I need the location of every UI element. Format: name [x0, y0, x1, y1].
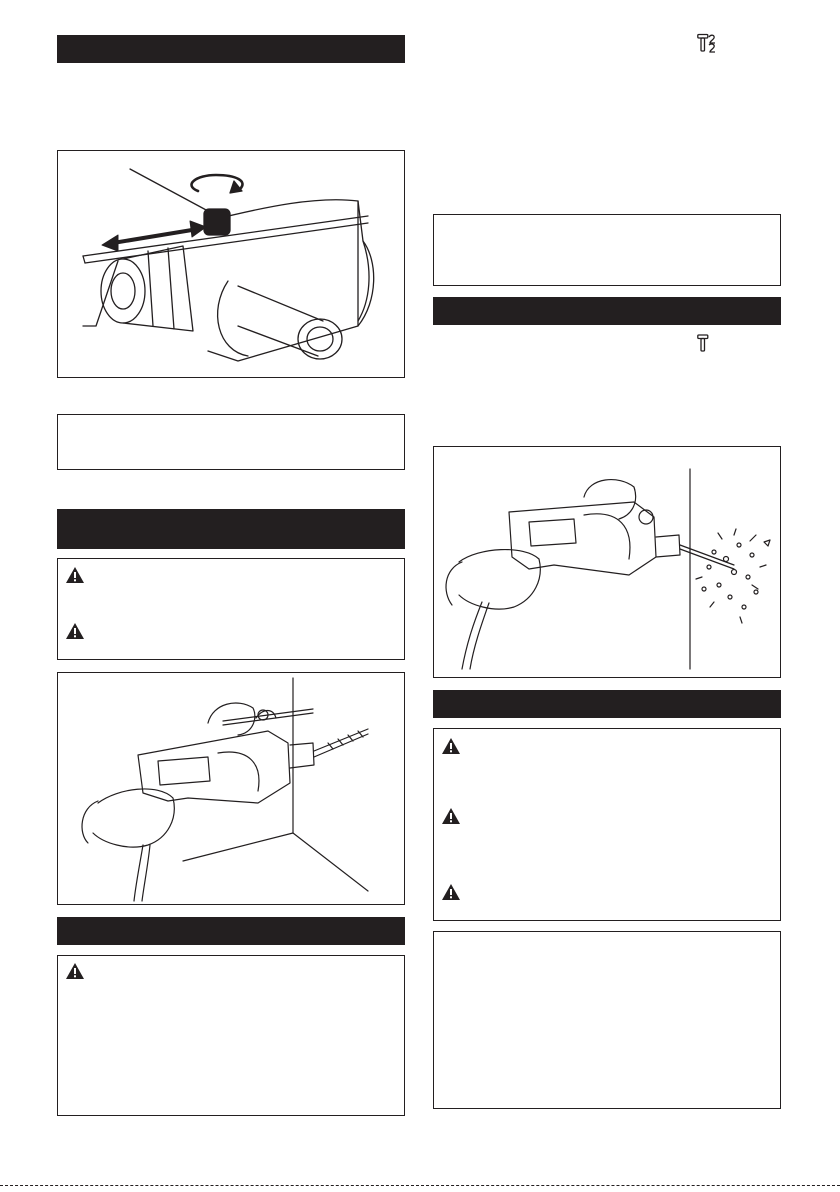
warning-triangle-icon [66, 623, 84, 639]
hammer-mode-icon [697, 334, 709, 352]
depth-gauge-illustration [58, 151, 404, 377]
hammer-drill-mode-icon [697, 33, 717, 53]
figure-chiseling-wall [433, 446, 781, 678]
page-bottom-rule [0, 1185, 840, 1186]
warning-box-left-1 [57, 558, 405, 660]
warning-triangle-icon [442, 738, 460, 754]
note-box-right-2 [433, 931, 781, 1109]
section-header-bar-right-1 [433, 297, 781, 325]
warning-box-left-2 [57, 955, 405, 1116]
warning-box-right [433, 728, 781, 921]
figure-depth-gauge [57, 150, 405, 378]
section-header-bar-right-2 [433, 690, 781, 718]
section-header-bar-3 [57, 917, 405, 945]
warning-triangle-icon [66, 963, 84, 979]
drilling-illustration [58, 673, 404, 904]
section-header-bar-1 [57, 35, 405, 63]
note-box-left [57, 414, 405, 470]
section-header-bar-2 [57, 509, 405, 549]
warning-triangle-icon [66, 567, 84, 583]
warning-triangle-icon [442, 808, 460, 824]
warning-triangle-icon [442, 884, 460, 900]
figure-drilling-wall [57, 672, 405, 905]
note-box-right [433, 214, 781, 286]
chiseling-illustration [434, 447, 780, 677]
